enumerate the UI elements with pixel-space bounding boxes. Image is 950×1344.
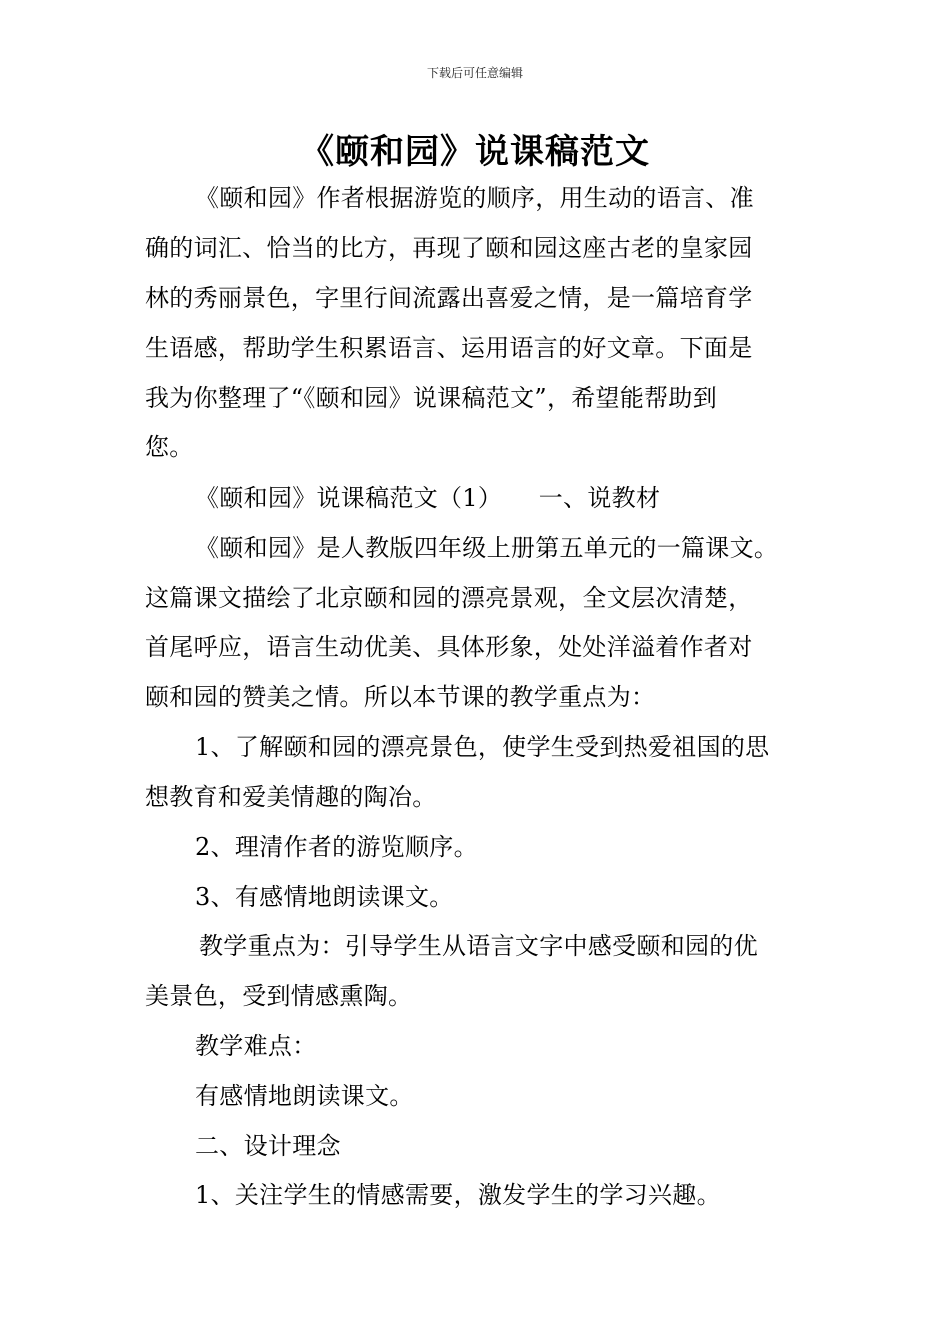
list-item-line: 3、有感情地朗读课文。 xyxy=(195,883,454,911)
paragraph-line: 生语感，帮助学生积累语言、运用语言的好文章。下面是 xyxy=(145,334,753,362)
paragraph-line: 这篇课文描绘了北京颐和园的漂亮景观，全文层次清楚， xyxy=(145,584,753,612)
paragraph-line: 我为你整理了“《颐和园》说课稿范文”，希望能帮助到 xyxy=(145,384,718,412)
paragraph-line: 林的秀丽景色，字里行间流露出喜爱之情，是一篇培育学 xyxy=(145,284,753,312)
list-item-line: 1、了解颐和园的漂亮景色，使学生受到热爱祖国的思 xyxy=(195,733,770,761)
list-item-line: 1、关注学生的情感需要，激发学生的学习兴趣。 xyxy=(195,1181,721,1209)
paragraph-line: 有感情地朗读课文。 xyxy=(195,1082,414,1110)
paragraph-line: 《颐和园》是人教版四年级上册第五单元的一篇课文。 xyxy=(195,534,779,562)
page-header: 下载后可任意编辑 xyxy=(426,66,523,80)
paragraph-line: 确的词汇、恰当的比方，再现了颐和园这座古老的皇家园 xyxy=(145,234,753,262)
section-heading-line: 二、设计理念 xyxy=(195,1132,341,1160)
paragraph-line: 首尾呼应，语言生动优美、具体形象，处处洋溢着作者对 xyxy=(145,633,753,661)
paragraph-line: 教学难点： xyxy=(195,1032,317,1060)
paragraph-line: 《颐和园》作者根据游览的顺序，用生动的语言、准 xyxy=(195,184,754,212)
document-title: 《颐和园》说课稿范文 xyxy=(300,132,650,172)
paragraph-line: 教学重点为：引导学生从语言文字中感受颐和园的优 xyxy=(199,932,758,960)
paragraph-line: 颐和园的赞美之情。所以本节课的教学重点为： xyxy=(145,683,656,711)
list-item-line: 2、理清作者的游览顺序。 xyxy=(195,833,478,861)
paragraph-line: 美景色，受到情感熏陶。 xyxy=(145,982,413,1010)
list-item-line: 想教育和爱美情趣的陶冶。 xyxy=(145,783,437,811)
paragraph-line: 您。 xyxy=(145,433,194,461)
section-heading-line: 《颐和园》说课稿范文（1） 一、说教材 xyxy=(195,484,661,512)
